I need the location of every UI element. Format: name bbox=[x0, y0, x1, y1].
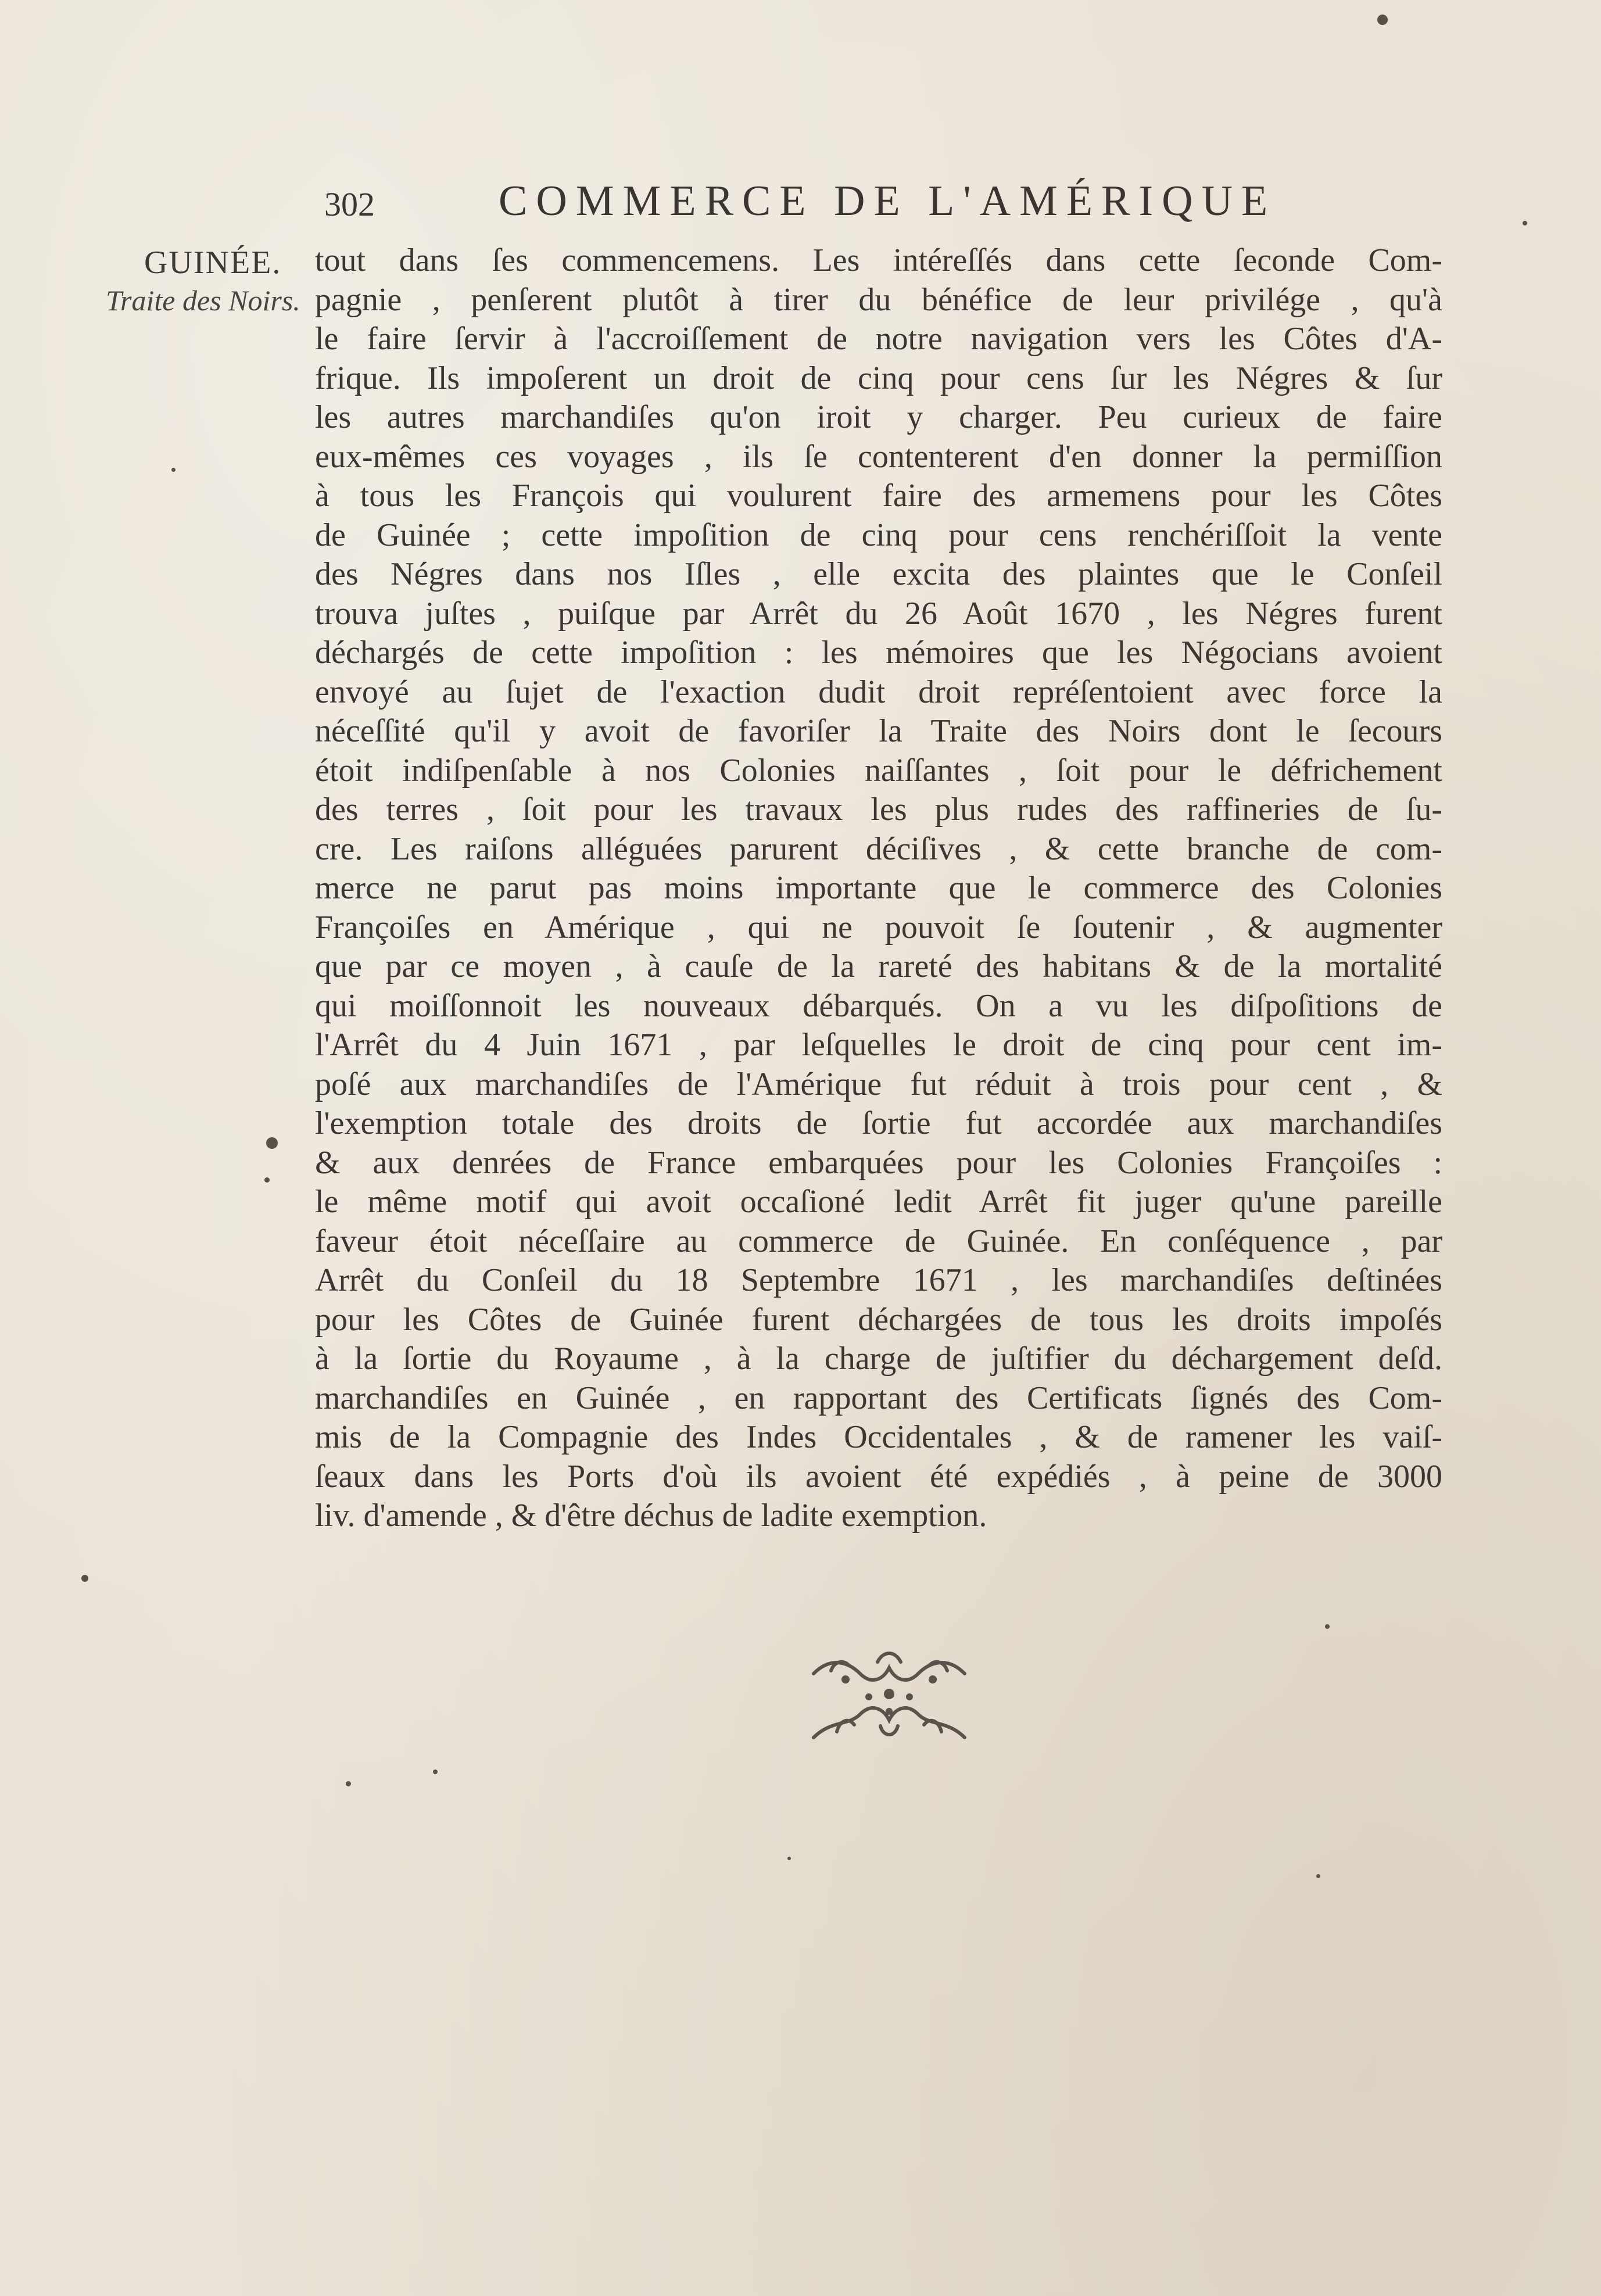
body-line: faveur étoit néceſſaire au commerce de Guinée. En conſéquence , par bbox=[315, 1223, 1442, 1259]
body-line: des terres , ſoit pour les travaux les plus rudes des raffineries de ſu- bbox=[315, 791, 1442, 828]
body-line: marchandiſes en Guinée , en rapportant des Certificats ſignés des Com- bbox=[315, 1380, 1442, 1416]
body-line: ſeaux dans les Ports d'où ils avoient été expédiés , à peine de 3000 bbox=[315, 1458, 1442, 1495]
paper-speck bbox=[1523, 221, 1527, 225]
body-line: frique. Ils impoſerent un droit de cinq pour cens ſur les Négres & ſur bbox=[315, 360, 1442, 396]
paper-speck bbox=[266, 1137, 278, 1149]
paper-speck bbox=[1325, 1624, 1330, 1629]
fleuron-ornament bbox=[802, 1639, 976, 1761]
body-line: pour les Côtes de Guinée furent déchargées de tous les droits impoſés bbox=[315, 1301, 1442, 1338]
body-line: à tous les François qui voulurent faire des armemens pour les Côtes bbox=[315, 478, 1442, 514]
paper-speck bbox=[171, 468, 175, 472]
body-line: merce ne parut pas moins importante que le commerce des Colonies bbox=[315, 870, 1442, 906]
body-line: déchargés de cette impoſition : les mémoires que les Négocians avoient bbox=[315, 635, 1442, 671]
body-line: & aux denrées de France embarquées pour les Colonies Françoiſes : bbox=[315, 1144, 1442, 1181]
body-line: à la ſortie du Royaume , à la charge de juſtifier du déchargement deſd. bbox=[315, 1341, 1442, 1377]
body-line: de Guinée ; cette impoſition de cinq pour cens renchériſſoit la vente bbox=[315, 517, 1442, 553]
body-line: eux-mêmes ces voyages , ils ſe contenterent d'en donner la permiſſion bbox=[315, 438, 1442, 475]
body-line: les autres marchandiſes qu'on iroit y charger. Peu curieux de faire bbox=[315, 399, 1442, 435]
body-line: étoit indiſpenſable à nos Colonies naiſſantes , ſoit pour le défrichement bbox=[315, 752, 1442, 789]
paper-speck bbox=[1377, 15, 1388, 25]
body-line: poſé aux marchandiſes de l'Amérique fut réduit à trois pour cent , & bbox=[315, 1066, 1442, 1102]
body-line: que par ce moyen , à cauſe de la rareté des habitans & de la mortalité bbox=[315, 948, 1442, 984]
body-line: néceſſité qu'il y avoit de favoriſer la Traite des Noirs dont le ſecours bbox=[315, 713, 1442, 749]
body-line: le faire ſervir à l'accroiſſement de notre navigation vers les Côtes d'A- bbox=[315, 321, 1442, 357]
body-line: liv. d'amende , & d'être déchus de ladite exemption. bbox=[315, 1498, 987, 1534]
body-line: l'Arrêt du 4 Juin 1671 , par leſquelles le droit de cinq pour cent im- bbox=[315, 1027, 1442, 1063]
paper-speck bbox=[787, 1857, 791, 1860]
paper-speck bbox=[264, 1177, 270, 1183]
paper-speck bbox=[81, 1575, 88, 1582]
body-line: trouva juſtes , puiſque par Arrêt du 26 Août 1670 , les Négres furent bbox=[315, 595, 1442, 632]
body-line: le même motif qui avoit occaſioné ledit Arrêt fit juger qu'une pareille bbox=[315, 1184, 1442, 1220]
margin-note-region: GUINÉE. bbox=[144, 245, 282, 281]
body-line: pagnie , penſerent plutôt à tirer du bénéfice de leur privilége , qu'à bbox=[315, 281, 1442, 318]
body-line: Arrêt du Conſeil du 18 Septembre 1671 , les marchandiſes deſtinées bbox=[315, 1262, 1442, 1298]
body-text bbox=[315, 241, 1442, 1536]
page-header bbox=[324, 172, 1301, 236]
margin-note-topic: Traite des Noirs. bbox=[106, 284, 300, 317]
paper-speck bbox=[346, 1781, 351, 1786]
body-line: Françoiſes en Amérique , qui ne pouvoit ſe ſoutenir , & augmenter bbox=[315, 909, 1442, 945]
paper-speck bbox=[1316, 1874, 1320, 1878]
body-line: qui moiſſonnoit les nouveaux débarqués. On a vu les diſpoſitions de bbox=[315, 987, 1442, 1024]
body-line: des Négres dans nos Iſles , elle excita des plaintes que le Conſeil bbox=[315, 556, 1442, 592]
paper-speck bbox=[433, 1770, 438, 1774]
body-line: l'exemption totale des droits de ſortie fut accordée aux marchandiſes bbox=[315, 1105, 1442, 1141]
page-number: 302 bbox=[324, 185, 375, 223]
running-title: COMMERCE DE L'AMÉRIQUE bbox=[499, 177, 1277, 225]
body-line: cre. Les raiſons alléguées parurent déciſives , & cette branche de com- bbox=[315, 830, 1442, 867]
body-line: mis de la Compagnie des Indes Occidentales , & de ramener les vaiſ- bbox=[315, 1419, 1442, 1455]
body-line: envoyé au ſujet de l'exaction dudit droit repréſentoient avec force la bbox=[315, 674, 1442, 710]
body-line: tout dans ſes commencemens. Les intéreſſés dans cette ſeconde Com- bbox=[315, 242, 1442, 278]
